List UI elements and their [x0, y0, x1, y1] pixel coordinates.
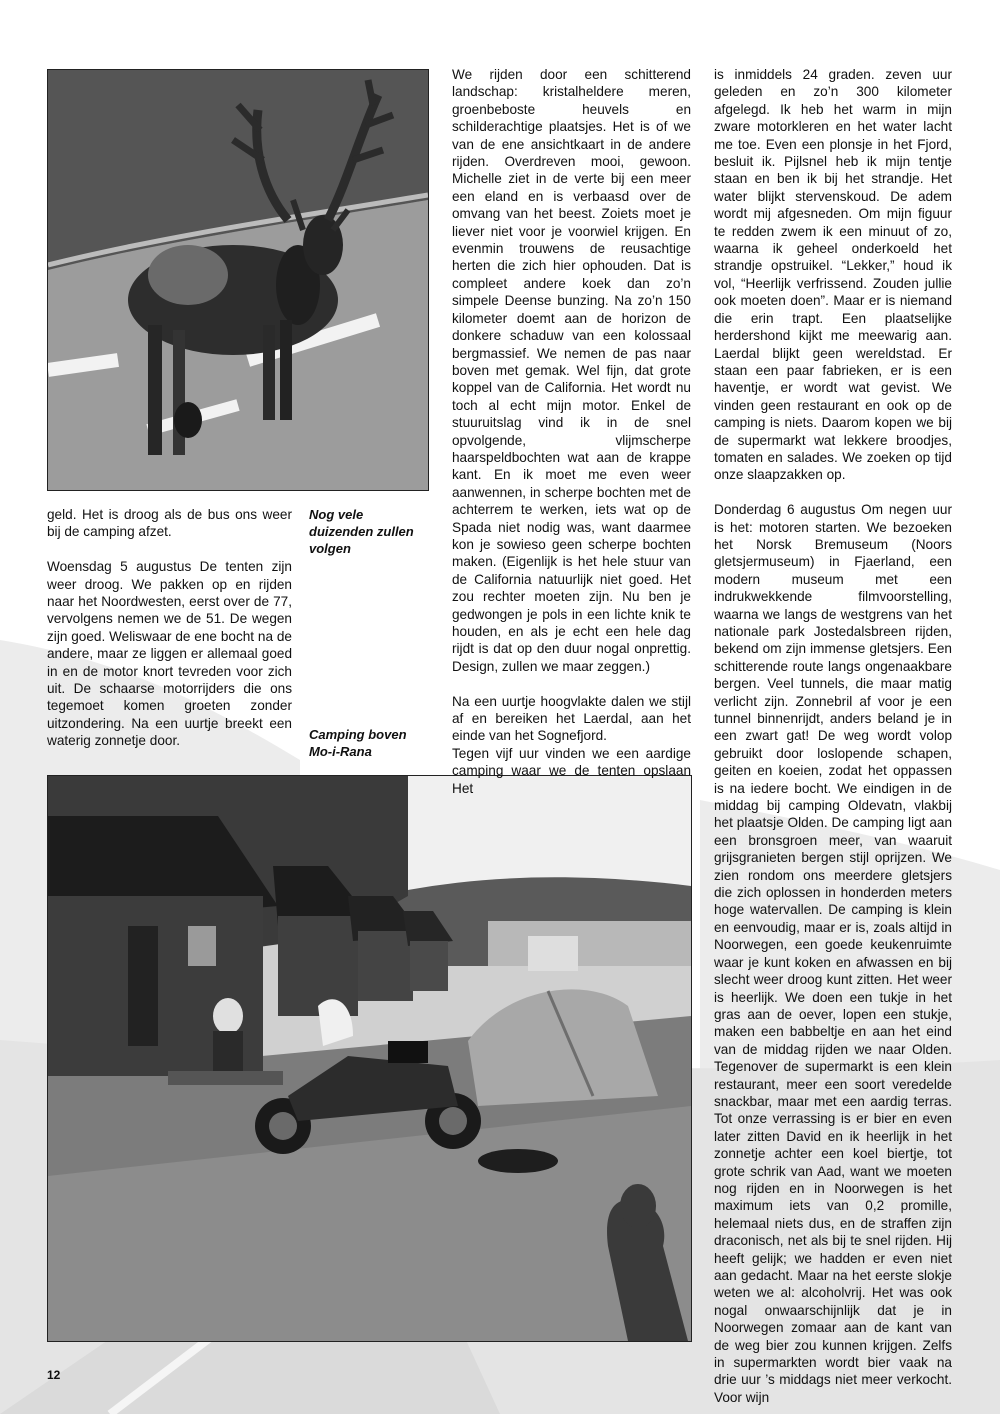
page-number: 12	[47, 1368, 61, 1382]
paragraph: geld. Het is droog als de bus ons weer bij de camping afzet.	[47, 507, 292, 540]
reindeer-photo	[47, 69, 429, 491]
paragraph: is inmiddels 24 graden. zeven uur geleden en zo’n 300 kilometer afgelegd. Ik heb het warm in mijn zware motorkleren en het water lacht me toe. Even een plonsje in het Fjord, besluit ik. Pijlsnel heb ik mijn tentje staan en ben ik bij het strandje. Het water blijkt stervenskoud. De adem wordt mij afgesneden. Om mijn figuur te redden zwem ik een minuut of zo, waarna ik geheel onderkoeld het strandje opstruikel. “Lekker,” houd ik vol, “Heerlijk verfrissend. Zouden jullie ook moeten doen”. Maar er is niemand die erin trapt. Een plaatselijke herdershond kijkt me meewarig aan. Laerdal blijkt geen wereldstad. Er staan een paar fabrieken, er is een haventje, er wordt wat gevist. We vinden geen restaurant en ook op de camping is niets. Daarom kopen we bij de supermarkt wat lekkere broodjes, tomaten en salades. We zoeken op tijd onze slaapzakken op.	[714, 67, 952, 483]
caption-reindeer: Nog vele duizenden zullen volgen	[309, 507, 414, 556]
paragraph: Na een uurtje hoogvlakte dalen we stijl af en bereiken het Laerdal, aan het einde van het Sognefjord.	[452, 693, 691, 744]
paragraph: Tegen vijf uur vinden we een aardige camping waar we de tenten opslaan Het	[452, 745, 691, 796]
paragraph: We rijden door een schitterend landschap: kristalheldere meren, groenbeboste heuvels en schilderachtige plaatsjes. Het is of we van de ene ansichtkaart in de andere rijden. Overdreven mooi, gewoon. Michelle ziet in de verte bij een meer een eland en is verbaasd over de omvang van het beest. Zoiets moet je liever niet voor je voorwiel krijgen. En evenmin trouwens de reusachtige herten die zich hier ophouden. Dat is compleet andere koek dan zo’n simpele Deense bunzing. Na zo’n 150 kilometer doemt aan de horizon de donkere schaduw van een kolossaal bergmassief. We nemen de pas naar boven met gemak. Wel fijn, dat grote koppel van de California. Het wordt nu toch al echt mijn motor. Enkel de stuuruitslag vind ik in de snel opvolgende, vlijmscherpe haarspeldbochten wat aan de krappe kant. En ik moet me even weer aanwennen, in scherpe bochten met de achterrem te werken, iets wat op de Spada niet nodig was, want daarmee kon je sowieso geen scherpe bochten maken. (Eigenlijk is het hele stuur van de California natuurlijk niet goed. Het zou rechter moeten zijn. Nu ben je gedwongen je pols in een lichte knik te houden, en als je echt een hele dag rijdt is dat op den duur nogal onprettig. Design, zullen we maar zeggen.)	[452, 67, 691, 674]
camping-photo	[47, 775, 692, 1342]
text-column-middle	[452, 66, 691, 797]
text-column-right	[714, 66, 952, 1406]
text-column-left	[47, 506, 292, 750]
caption-camping: Camping boven Mo-i-Rana	[309, 727, 407, 759]
paragraph: Donderdag 6 augustus Om negen uur is het: motoren starten. We bezoeken het Norsk Bremuseum (Noors gletsjermuseum) in Fjaerland, een modern museum met een indrukwekkende filmvoorstelling, waarna we langs de westgrens van het nationale park Jostedalsbreen rijden, bekend om zijn immense gletsjers. Een schitterende route langs ongenaakbare bergen. Veel tunnels, die maar matig verlicht zijn. Zonnebril af voor je een tunnel binnenrijdt, anders beland je in een zwart gat! De weg wordt volop gebruikt door loslopende schapen, geiten en koeien, zodat het oppassen is na iedere bocht. We eindigen in de middag bij camping Oldevatn, vlakbij het plaatsje Olden. De camping ligt aan een bronsgroen meer, van waaruit grijsgranieten bergen stijl oprijzen. We zien rondom ons meerdere gletsjers die zich oplossen in honderden meters hoge watervallen. De camping is klein en eenvoudig, maar er is, zoals altijd in Noorwegen, een goede keukenruimte waar je kunt koken en afwassen en bij slecht weer droog kunt zitten. Het weer is heerlijk. We doen een tukje in het gras aan de oever, lopen een stukje, maken een babbeltje en aan het eind van de middag rijden we naar Olden. Tegenover de supermarkt is een klein restaurant, meer een soort veredelde snackbar, maar met een aardig terras. Tot onze verrassing is er bier en even later zitten David en ik heerlijk in het zonnetje achter een koel biertje, tot grote schrik van Aad, want we moeten nog rijden en in Noorwegen is het maximum iets van 0,2 promille, helemaal niets dus, en de straffen zijn draconisch, net als bij te snel rijden. Hij heeft gelijk; we hadden er even niet aan gedacht. Maar na het eerste slokje weten we al: alcoholvrij. Het was ook nogal onwaarschijnlijk dat je in Noorwegen zomaar aan de kant van de weg bier zou kunnen krijgen. Zelfs in supermarkten wordt bier vaak na drie uur ’s middags niet meer verkocht. Voor wijn	[714, 502, 952, 1405]
paragraph: Woensdag 5 augustus De tenten zijn weer droog. We pakken op en rijden naar het Noordwesten, eerst over de 77, vervolgens nemen we de 51. De wegen zijn goed. Weliswaar de ene bocht na de andere, maar ze liggen er allemaal goed in en de motor knort tevreden voor zich uit. De schaarse motorrijders die ons tegemoet komen groeten zonder uitzondering. Na een uurtje breekt een waterig zonnetje door.	[47, 559, 292, 749]
